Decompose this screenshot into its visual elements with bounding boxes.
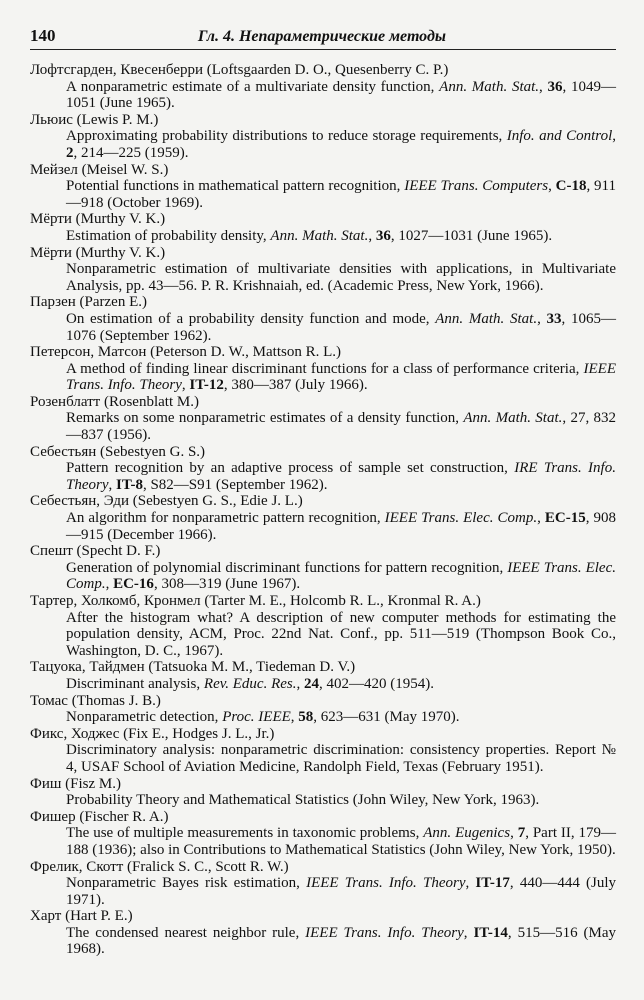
- journal-title: Info. and Control: [506, 128, 613, 145]
- citation-text: The use of multiple measurements in taxonomic problems,: [66, 825, 424, 842]
- page-header: [30, 26, 616, 50]
- citation-text: , 911—918 (October 1969).: [66, 178, 616, 211]
- citation-text: Nonparametric Bayes risk estimation,: [66, 875, 307, 892]
- reference-citation: [66, 261, 616, 294]
- journal-title: Ann. Math. Stat.: [439, 78, 540, 95]
- reference-author: Льюис (Lewis P. M.): [30, 111, 159, 128]
- reference-citation: [66, 128, 616, 161]
- journal-title: IEEE Trans. Info. Theory: [305, 924, 464, 941]
- journal-title: IEEE Trans. Info. Theory: [66, 360, 616, 394]
- volume-number: 2: [66, 144, 74, 161]
- citation-text: , 308—319 (June 1967).: [153, 576, 301, 593]
- journal-title: IRE Trans. Info. Theory: [66, 460, 616, 493]
- citation-text: , S82—S91 (September 1962).: [142, 476, 328, 493]
- reference-author: Мёрти (Murthy V. K.): [30, 244, 166, 261]
- volume-number: EC-16: [113, 576, 154, 593]
- citation-text: ,: [465, 875, 476, 892]
- reference-author: Томас (Thomas J. B.): [30, 692, 161, 709]
- citation-text: , 515—516 (May 1968).: [66, 924, 616, 958]
- citation-text: Nonparametric estimation of multivariate densities with applications, in Multivariate Analysis, pp. 43—56. P. R. Krishnaiah, ed. (Academic Press, New York, 1966).: [66, 261, 616, 294]
- reference-citation: [66, 460, 616, 493]
- citation-text: Generation of polynomial discriminant functions for pattern recognition,: [66, 559, 508, 576]
- reference-author: Себестьян (Sebestyen G. S.): [30, 443, 206, 460]
- citation-text: ,: [463, 924, 474, 941]
- journal-title: Ann. Math. Stat.: [463, 410, 563, 427]
- citation-text: A method of finding linear discriminant functions for a class of performance criteria,: [66, 360, 584, 377]
- citation-text: ,: [108, 476, 116, 493]
- citation-text: After the histogram what? A description of new computer methods for estimating the population density, ACM, Proc. 22nd Nat. Conf., pp. 511—519 (Thompson Book Co., Washington, D. C., 1967).: [66, 609, 616, 659]
- reference-citation: [66, 178, 616, 211]
- reference-citation: [66, 560, 616, 593]
- citation-text: , 1065—1076 (September 1962).: [66, 310, 617, 344]
- citation-text: , 27, 832—837 (1956).: [66, 410, 616, 444]
- reference-citation: [66, 825, 616, 858]
- citation-text: A nonparametric estimate of a multivariate density function,: [66, 78, 440, 95]
- citation-text: , 908—915 (December 1966).: [66, 510, 617, 543]
- reference-author: Петерсон, Матсон (Peterson D. W., Mattson R. L.): [30, 344, 341, 361]
- reference-author: Фикс, Ходжес (Fix E., Hodges J. L., Jr.): [30, 725, 275, 742]
- reference-author: Тартер, Холкомб, Кронмел (Tarter M. E., Holcomb R. L., Kronmal R. A.): [30, 593, 481, 609]
- reference-citation: [66, 925, 616, 958]
- citation-text: On estimation of a probability density function and mode,: [66, 310, 436, 327]
- reference-author: Лофтсгарден, Квесенберри (Loftsgaarden D. O., Quesenberry C. P.): [30, 62, 449, 78]
- volume-number: 33: [546, 310, 562, 327]
- reference-author: Тацуока, Тайдмен (Tatsuoka M. M., Tiedeman D. V.): [30, 659, 356, 676]
- citation-text: ,: [105, 576, 114, 593]
- reference-author: Фиш (Fisz M.): [30, 775, 122, 792]
- reference-citation: [66, 228, 616, 245]
- reference-author: Мейзел (Meisel W. S.): [30, 161, 169, 178]
- journal-title: Proc. IEEE: [222, 709, 291, 726]
- reference-citation: [66, 410, 616, 443]
- reference-author: Розенблатт (Rosenblatt M.): [30, 393, 199, 410]
- citation-text: ,: [296, 675, 304, 692]
- reference-citation: [66, 676, 616, 693]
- reference-citation: [66, 742, 616, 775]
- journal-title: Ann. Math. Stat.: [435, 310, 538, 327]
- citation-text: ,: [290, 709, 299, 726]
- citation-text: , 623—631 (May 1970).: [313, 709, 460, 726]
- citation-text: ,: [537, 510, 545, 527]
- volume-number: IT-14: [473, 924, 508, 941]
- citation-text: The condensed nearest neighbor rule,: [66, 924, 306, 941]
- volume-number: 7: [517, 825, 526, 842]
- citation-text: Probability Theory and Mathematical Statistics (John Wiley, New York, 1963).: [66, 792, 540, 809]
- citation-text: , 402—420 (1954).: [319, 675, 434, 692]
- reference-citation: [66, 875, 616, 908]
- running-head: Гл. 4. Непараметрические методы: [197, 28, 446, 45]
- citation-text: , 214—225 (1959).: [73, 144, 189, 161]
- reference-list: [30, 62, 616, 958]
- citation-text: ,: [537, 310, 547, 327]
- citation-text: Approximating probability distributions to reduce storage requirements,: [66, 128, 507, 145]
- citation-text: Remarks on some nonparametric estimates of a density function,: [66, 410, 464, 427]
- reference-citation: [66, 79, 616, 112]
- citation-text: ,: [181, 377, 190, 394]
- citation-text: , 1049—1051 (June 1965).: [66, 78, 616, 112]
- citation-text: Potential functions in mathematical pattern recognition,: [66, 178, 405, 195]
- volume-number: EC-15: [544, 510, 586, 527]
- volume-number: 36: [375, 227, 391, 244]
- volume-number: IT-12: [189, 377, 224, 394]
- citation-text: Estimation of probability density,: [66, 227, 271, 244]
- journal-title: IEEE Trans. Computers: [404, 178, 549, 195]
- reference-author: Фишер (Fischer R. A.): [30, 808, 169, 825]
- reference-citation: [66, 709, 616, 726]
- citation-text: Discriminant analysis,: [66, 675, 204, 692]
- volume-number: 24: [304, 675, 319, 692]
- reference-citation: [66, 510, 616, 543]
- citation-text: ,: [368, 227, 376, 244]
- reference-author: Мёрти (Murthy V. K.): [30, 211, 166, 228]
- reference-author: Парзен (Parzen E.): [30, 294, 147, 311]
- citation-text: ,: [510, 825, 518, 842]
- citation-text: ,: [539, 78, 548, 95]
- citation-text: , Part II, 179—188 (1936); also in Contributions to Mathematical Statistics (John Wiley, New York, 1950).: [66, 825, 617, 858]
- citation-text: , 380—387 (July 1966).: [223, 377, 368, 394]
- citation-text: Pattern recognition by an adaptive process of sample set construction,: [66, 460, 515, 477]
- reference-citation: [66, 311, 616, 344]
- citation-text: An algorithm for nonparametric pattern recognition,: [66, 510, 385, 527]
- reference-citation: [66, 361, 616, 394]
- citation-text: ,: [612, 128, 616, 145]
- citation-text: Nonparametric detection,: [66, 709, 223, 726]
- citation-text: , 1027—1031 (June 1965).: [390, 227, 553, 244]
- reference-author: Себестьян, Эди (Sebestyen G. S., Edie J. L.): [30, 493, 303, 510]
- journal-title: Ann. Eugenics: [423, 825, 511, 842]
- reference-citation: [66, 610, 616, 660]
- citation-text: , 440—444 (July 1971).: [66, 875, 617, 908]
- citation-text: ,: [548, 178, 556, 195]
- reference-author: Фрелик, Скотт (Fralick S. C., Scott R. W.): [30, 858, 289, 875]
- volume-number: IT-8: [116, 476, 143, 493]
- volume-number: C-18: [555, 178, 587, 195]
- journal-title: IEEE Trans. Elec. Comp.: [66, 559, 616, 593]
- journal-title: IEEE Trans. Elec. Comp.: [384, 510, 538, 527]
- reference-author: Харт (Hart P. E.): [30, 908, 133, 925]
- journal-title: Rev. Educ. Res.: [203, 675, 297, 692]
- volume-number: 58: [298, 709, 314, 726]
- reference-citation: [66, 792, 616, 809]
- reference-author: Спешт (Specht D. F.): [30, 543, 161, 560]
- journal-title: IEEE Trans. Info. Theory: [306, 875, 466, 892]
- citation-text: Discriminatory analysis: nonparametric discrimination: consistency properties. Report № 4, USAF School of Aviation Medicine, Randolph Field, Texas (February 1951).: [66, 742, 616, 775]
- volume-number: IT-17: [475, 875, 510, 892]
- page-number: 140: [30, 26, 56, 45]
- volume-number: 36: [547, 78, 563, 95]
- journal-title: Ann. Math. Stat.: [270, 227, 369, 244]
